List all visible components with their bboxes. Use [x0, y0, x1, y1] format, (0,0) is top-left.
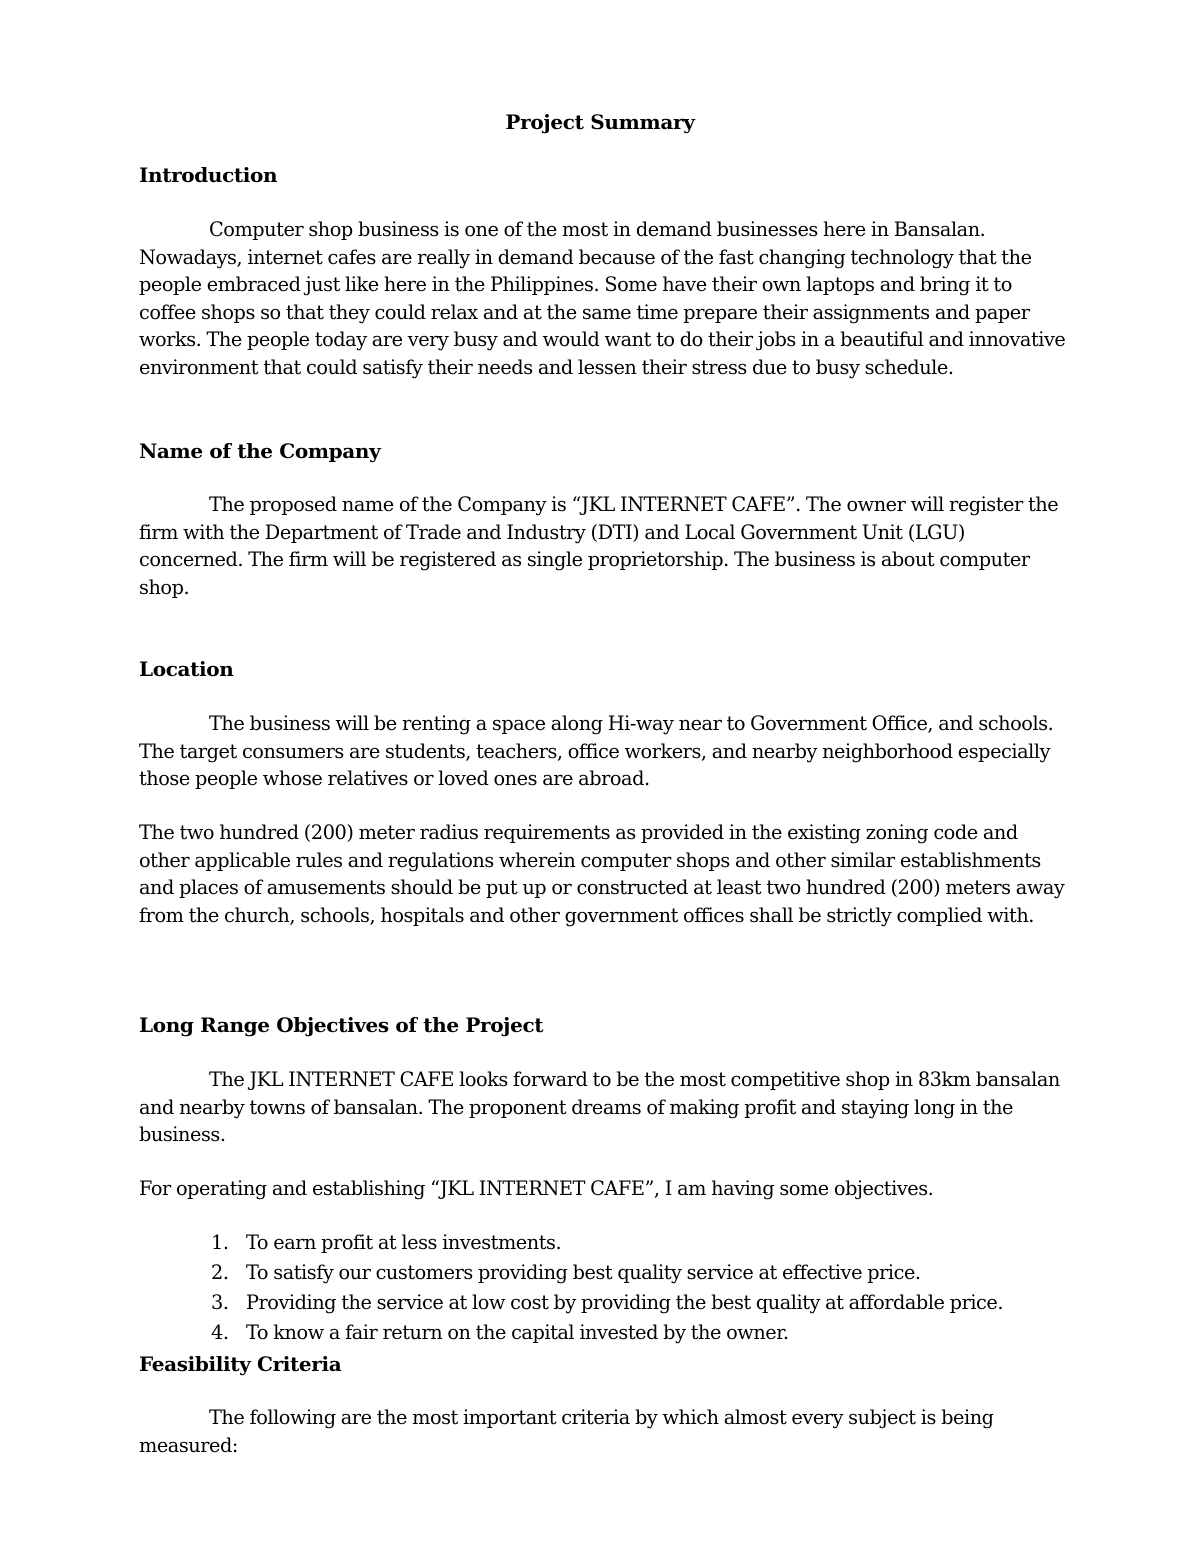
introduction-heading: Introduction	[139, 163, 278, 187]
list-item-text: To earn profit at less investments.	[246, 1231, 562, 1254]
list-item	[139, 1288, 1069, 1318]
list-item-text: Providing the service at low cost by providing the best quality at affordable price.	[246, 1291, 1004, 1314]
list-item-number: 2.	[211, 1261, 229, 1284]
list-item	[139, 1228, 1069, 1258]
list-item-text: To know a fair return on the capital invested by the owner.	[246, 1321, 789, 1344]
list-item-number: 4.	[211, 1321, 229, 1344]
feasibility-heading: Feasibility Criteria	[139, 1352, 342, 1376]
company-name-paragraph: The proposed name of the Company is “JKL INTERNET CAFE”. The owner will register the firm with the Department of Trade and Industry (DTI) and Local Government Unit (LGU) concerned. The firm will be registered as single proprietorship. The business is about computer shop.	[139, 493, 1059, 599]
location-paragraph-1: The business will be renting a space along Hi-way near to Government Office, and schools. The target consumers are students, teachers, office workers, and nearby neighborhood especially those people whose relatives or loved ones are abroad.	[139, 712, 1054, 791]
page-title: Project Summary	[505, 110, 695, 134]
list-item-number: 1.	[211, 1231, 229, 1254]
list-item	[139, 1318, 1069, 1348]
location-paragraph-2: The two hundred (200) meter radius requirements as provided in the existing zoning code and other applicable rules and regulations wherein computer shops and other similar establishments and places of amusements should be put up or constructed at least two hundred (200) meters away from the church, schools, hospitals and other government offices shall be strictly complied with.	[139, 821, 1065, 927]
company-name-heading: Name of the Company	[139, 439, 381, 463]
introduction-paragraph: Computer shop business is one of the most in demand businesses here in Bansalan. Nowadays, internet cafes are really in demand because of the fast changing technology that the people embraced just like here in the Philippines. Some have their own laptops and bring it to coffee shops so that they could relax and at the same time prepare their assignments and paper works. The people today are very busy and would want to do their jobs in a beautiful and innovative environment that could satisfy their needs and lessen their stress due to busy schedule.	[139, 218, 1066, 379]
list-item-number: 3.	[211, 1291, 229, 1314]
feasibility-paragraph: The following are the most important criteria by which almost every subject is being measured:	[139, 1406, 994, 1457]
objectives-paragraph-1: The JKL INTERNET CAFE looks forward to be the most competitive shop in 83km bansalan and nearby towns of bansalan. The proponent dreams of making profit and staying long in the business.	[139, 1068, 1060, 1147]
list-item	[139, 1258, 1069, 1288]
list-item-text: To satisfy our customers providing best quality service at effective price.	[246, 1261, 921, 1284]
location-heading: Location	[139, 657, 234, 681]
objectives-list	[139, 1228, 1069, 1348]
objectives-paragraph-2: For operating and establishing “JKL INTERNET CAFE”, I am having some objectives.	[139, 1177, 934, 1200]
objectives-heading: Long Range Objectives of the Project	[139, 1013, 544, 1037]
